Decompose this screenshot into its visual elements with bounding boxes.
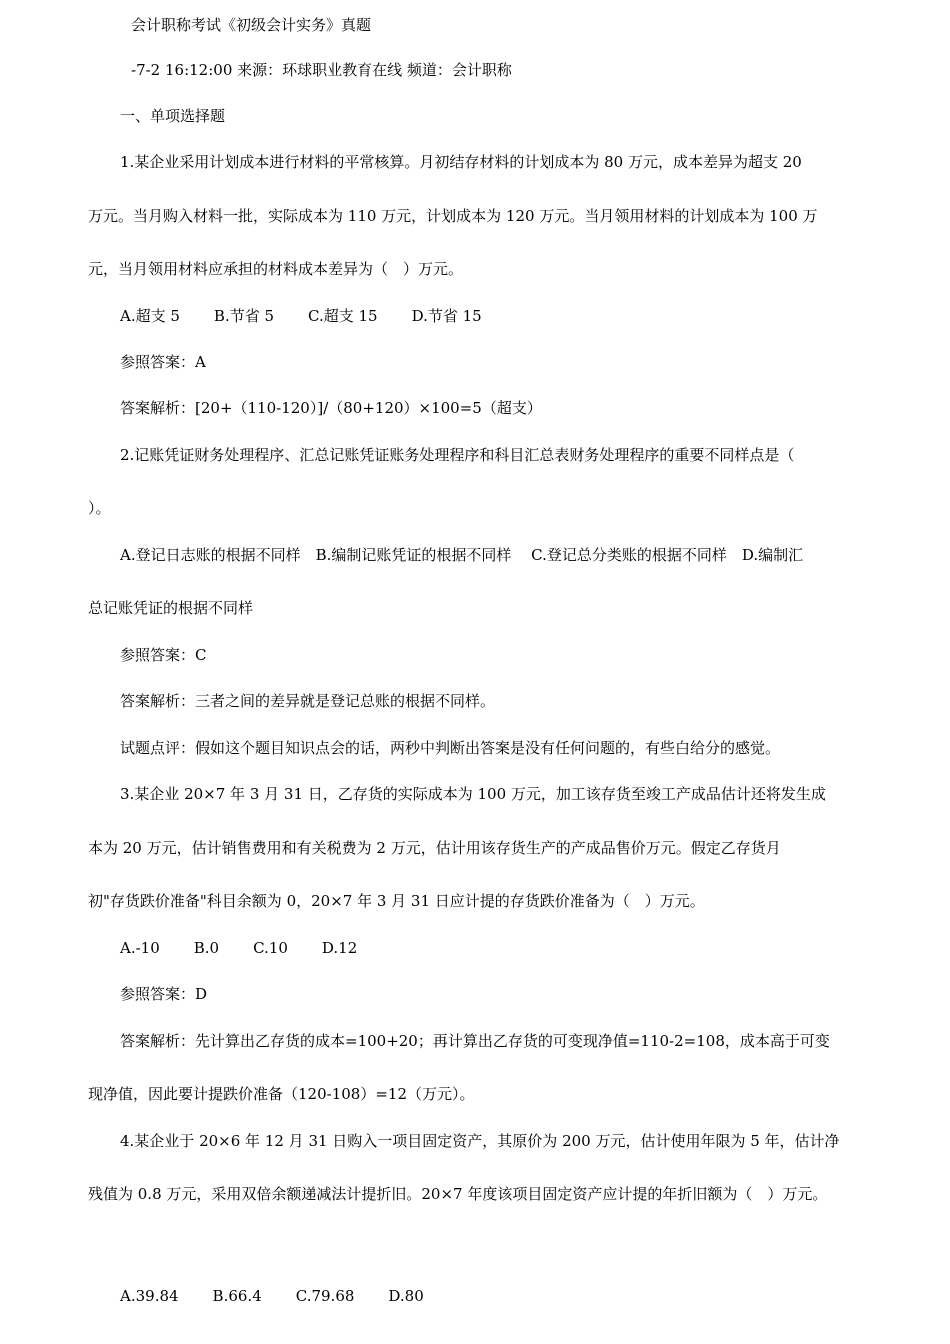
q1-option-c: C.超支 15 — [308, 307, 378, 325]
q3-line-2: 本为 20 万元，估计销售费用和有关税费为 2 万元，估计用该存货生产的产成品售价万元。假定乙存货月 — [88, 839, 781, 857]
q2-analysis: 答案解析：三者之间的差异就是登记总账的根据不同样。 — [120, 692, 496, 710]
q3-option-d: D.12 — [321, 939, 358, 957]
q1-line-3: 元，当月领用材料应承担的材料成本差异为（ ）万元。 — [88, 260, 464, 278]
q4-option-d: D.80 — [388, 1287, 424, 1305]
q3-option-a: A.-10 — [120, 939, 160, 957]
q3-options — [120, 938, 391, 958]
q4-line-2: 残值为 0.8 万元，采用双倍余额递减法计提折旧。20×7 年度该项目固定资产应计提的年折旧额为（ ）万元。 — [88, 1185, 828, 1203]
q3-analysis-line-2: 现净值，因此要计提跌价准备（120-108）=12（万元）。 — [88, 1085, 475, 1103]
section-heading: 一、单项选择题 — [120, 107, 226, 125]
document-meta: -7-2 16:12:00 来源：环球职业教育在线 频道：会计职称 — [131, 61, 512, 79]
q3-line-1: 3.某企业 20×7 年 3 月 31 日，乙存货的实际成本为 100 万元，加工该存货至竣工产成品估计还将发生成 — [120, 785, 826, 803]
q1-options — [120, 306, 516, 326]
q2-options-line-1: A.登记日志账的根据不同样 B.编制记账凭证的根据不同样 C.登记总分类账的根据不同样 D.编制汇 — [120, 546, 804, 564]
q1-option-a: A.超支 5 — [120, 307, 180, 325]
document-title: 会计职称考试《初级会计实务》真题 — [131, 16, 372, 34]
q4-option-a: A.39.84 — [120, 1287, 179, 1305]
q2-options-line-2: 总记账凭证的根据不同样 — [88, 599, 254, 617]
q1-option-d: D.节省 15 — [411, 307, 482, 325]
q1-answer: 参照答案：A — [120, 353, 206, 371]
q2-line-2: ）。 — [88, 499, 111, 517]
q3-answer: 参照答案：D — [120, 985, 208, 1003]
q2-line-1: 2.记账凭证财务处理程序、汇总记账凭证账务处理程序和科目汇总表财务处理程序的重要不同样点是（ — [120, 446, 795, 464]
q4-line-1: 4.某企业于 20×6 年 12 月 31 日购入一项目固定资产，其原价为 200 万元，估计使用年限为 5 年，估计净 — [120, 1132, 840, 1150]
q1-line-2: 万元。当月购入材料一批，实际成本为 110 万元，计划成本为 120 万元。当月领用材料的计划成本为 100 万 — [88, 207, 818, 225]
q4-option-c: C.79.68 — [295, 1287, 355, 1305]
q3-analysis-line-1: 答案解析：先计算出乙存货的成本=100+20；再计算出乙存货的可变现净值=110-2=108，成本高于可变 — [120, 1032, 830, 1050]
q1-analysis: 答案解析：[20+（110-120）]/（80+120）×100=5（超支） — [120, 399, 542, 417]
q2-answer: 参照答案：C — [120, 646, 207, 664]
q3-option-c: C.10 — [253, 939, 288, 957]
q3-line-3: 初"存货跌价准备"科目余额为 0，20×7 年 3 月 31 日应计提的存货跌价准备为（ ）万元。 — [88, 892, 705, 910]
q4-option-b: B.66.4 — [212, 1287, 262, 1305]
q1-line-1: 1.某企业采用计划成本进行材料的平常核算。月初结存材料的计划成本为 80 万元，成本差异为超支 20 — [120, 153, 802, 171]
q3-option-b: B.0 — [193, 939, 220, 957]
q1-option-b: B.节省 5 — [213, 307, 275, 325]
q2-comment: 试题点评：假如这个题目知识点会的话，两秒中判断出答案是没有任何问题的，有些白给分的感觉。 — [120, 739, 781, 757]
q4-options — [120, 1286, 458, 1306]
